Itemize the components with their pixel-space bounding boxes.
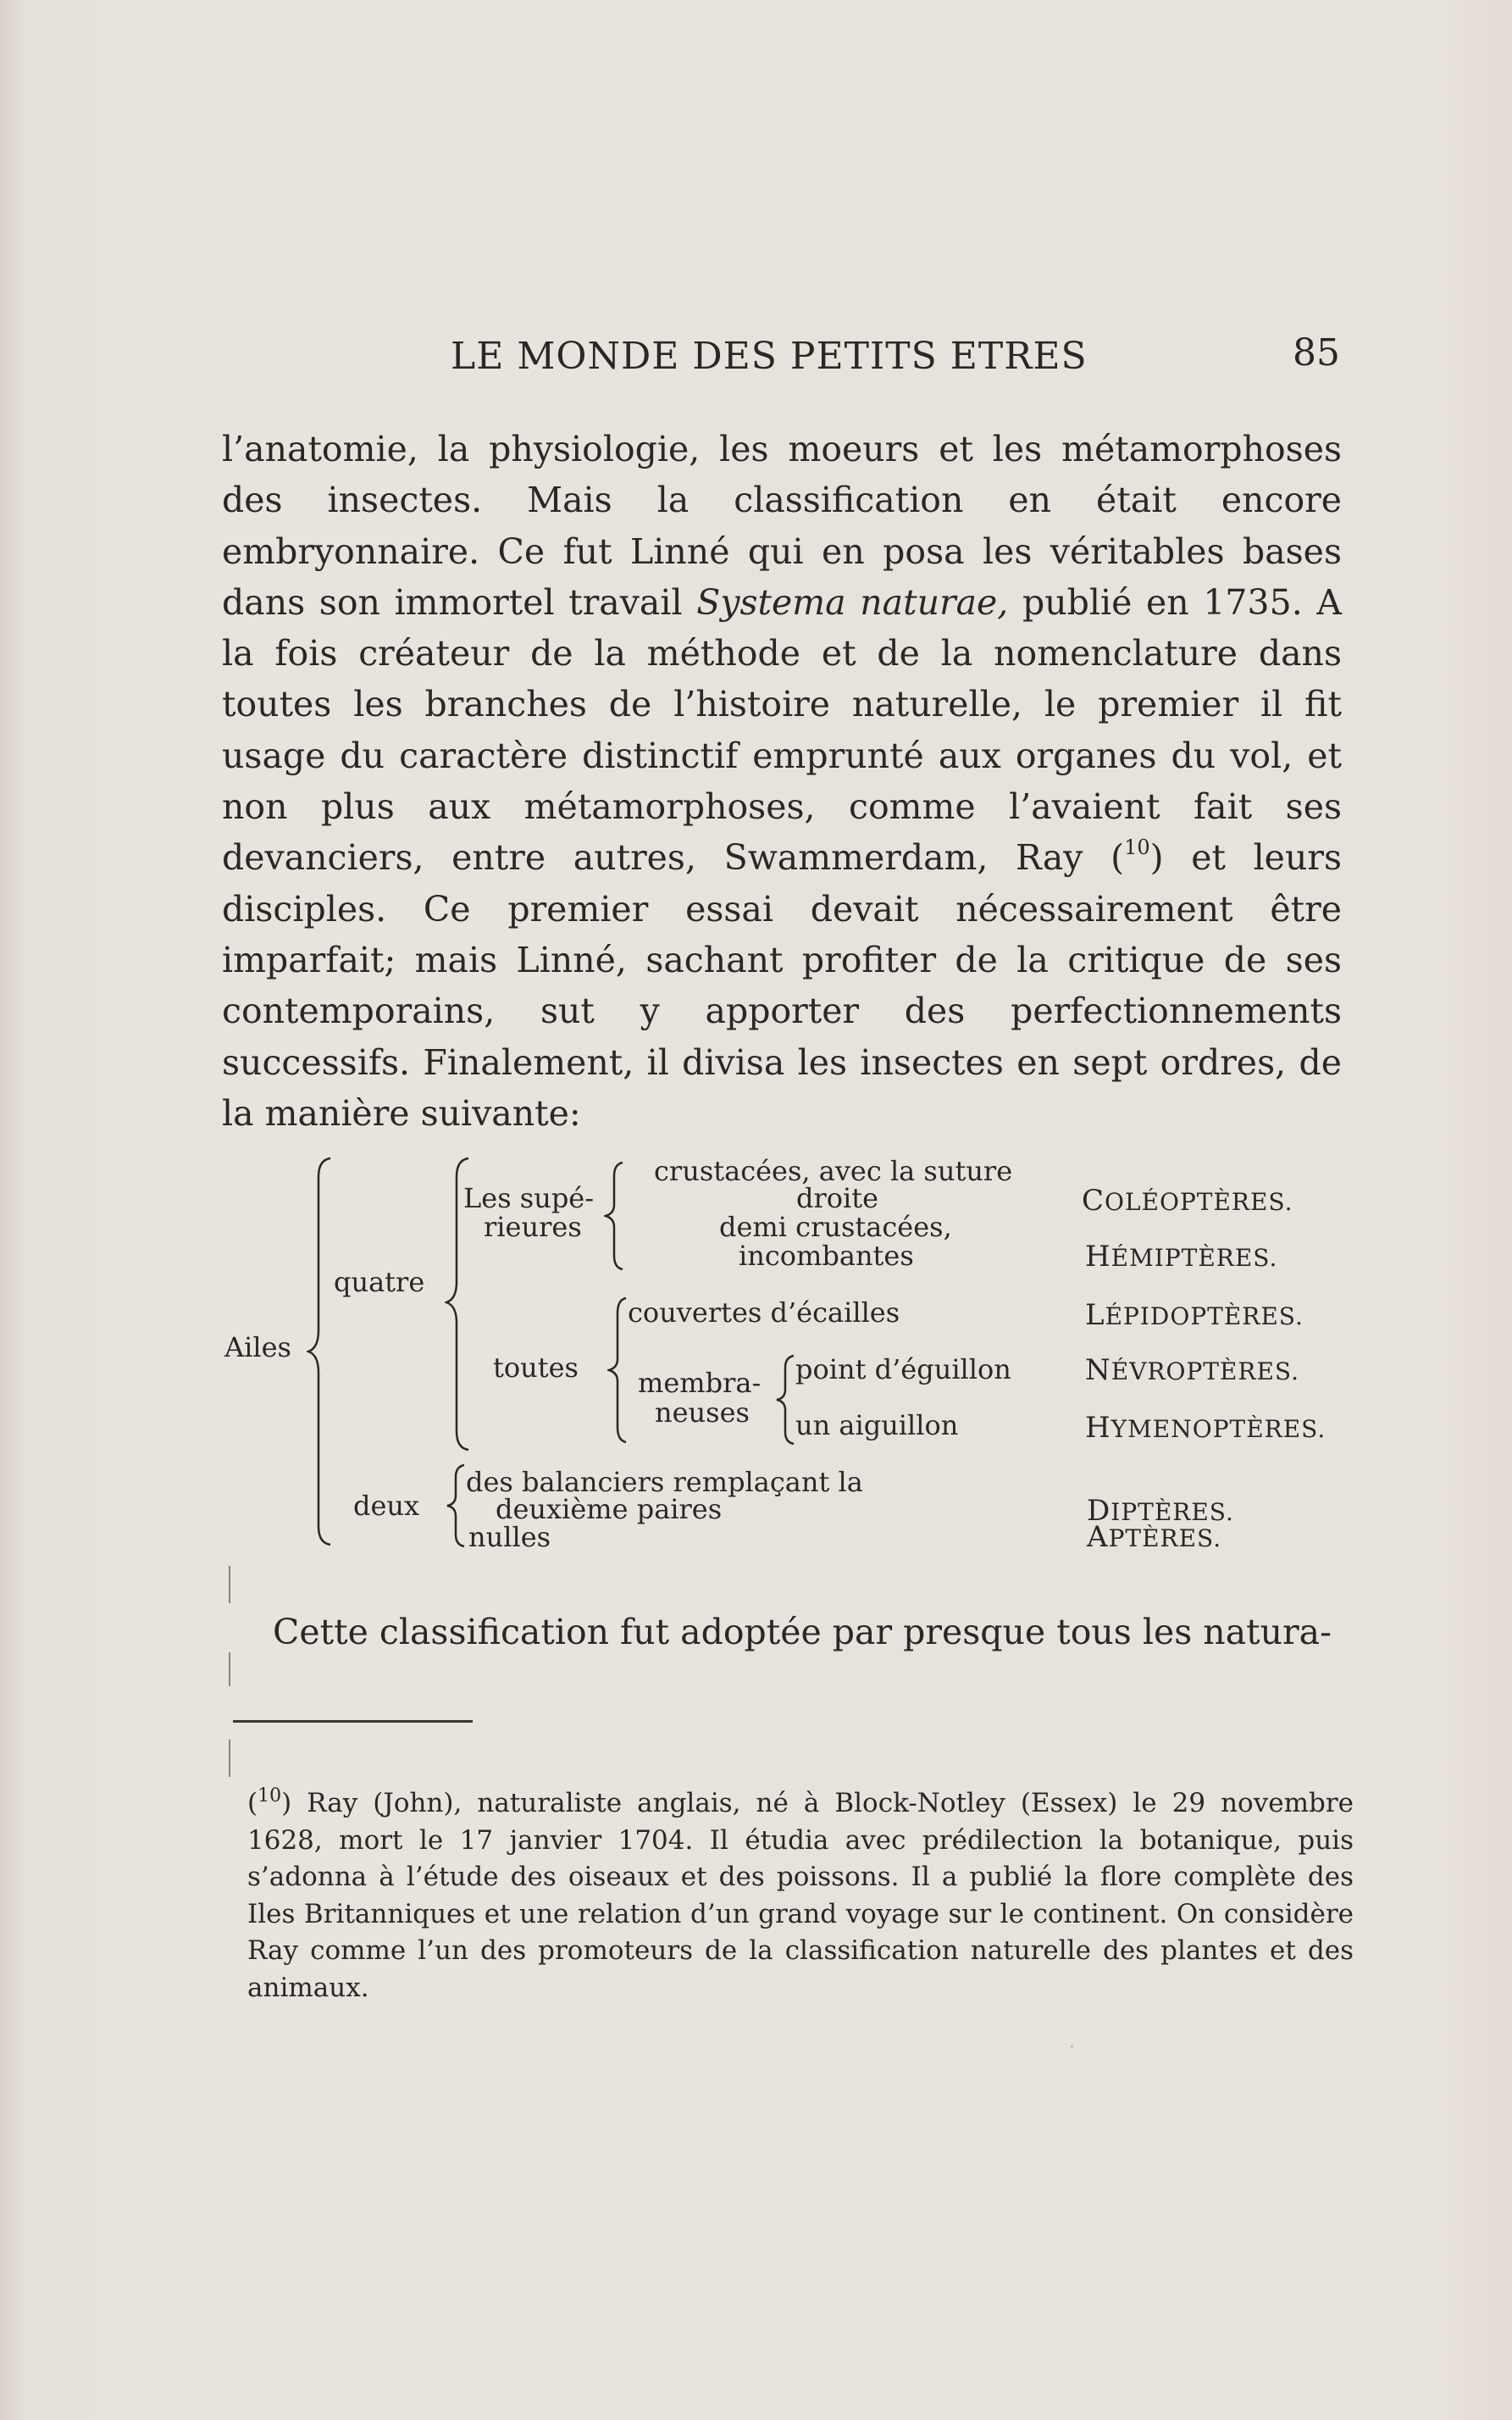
paragraph-text-end: ) et leurs disciples. Ce premier essai devait nécessairement être imparfait; mais Linné, sachant profiter de la critique de ses contemporains, sut y apporter des perfectionnements successifs. Finalement, il divisa les insectes en sept ordres, de la manière suivante: — [222, 837, 1342, 1134]
label-crustacees-1: crustacées, avec la suture — [654, 1155, 1013, 1187]
order-initial: C — [1082, 1184, 1105, 1218]
order-rest: ÉVROPTÈRES. — [1110, 1357, 1300, 1385]
footnote-reference: 10 — [1124, 835, 1150, 860]
margin-mark — [229, 1740, 230, 1777]
order-initial: H — [1085, 1240, 1111, 1274]
label-couvertes: couvertes d’écailles — [628, 1296, 900, 1329]
label-deux: deux — [353, 1490, 420, 1522]
footnote-text: ) Ray (John), naturaliste anglais, né à Block-Notley (Essex) le 29 novembre 1628, mort le 17 janvier 1704. Il étudia avec prédilection la botanique, puis s’adonna à l’étude des oiseaux et des poissons. Il a publié la flore complète des Iles Britanniques et une relation d’un grand voyage sur le continent. On considère Ray comme l’un des promoteurs de la classification naturelle des plantes et des animaux. — [247, 1788, 1354, 2003]
paragraph-text-start: l’anatomie, la physiologie, les moeurs et les métamorphoses des insectes. Mais la classification en était encore embryonnaire. Ce fut Linné qui en posa les véritables bases dans son immortel travail — [222, 429, 1342, 623]
order-rest: YMENOPTÈRES. — [1110, 1415, 1326, 1443]
brace-superieures — [604, 1161, 624, 1271]
label-superieures-1: Les supé- — [463, 1182, 595, 1214]
label-un-aiguillon: un aiguillon — [795, 1409, 959, 1441]
label-nulles: nulles — [468, 1521, 551, 1553]
label-ailes: Ailes — [224, 1331, 291, 1363]
closing-line: Cette classification fut adoptée par presque tous les natura- — [273, 1612, 1332, 1652]
order-dipteres — [1087, 1494, 1234, 1528]
label-superieures-2: rieures — [484, 1211, 582, 1243]
label-demi-2: incombantes — [739, 1240, 914, 1272]
brace-ailes — [307, 1157, 332, 1546]
footnote: ($^{10}$) Ray (John), naturaliste anglais, né à Block-Notley (Essex) le 29 novembre 1628, mort le 17 janvier 1704. Il étudia avec prédilection la botanique, puis s’adonna à l’étude des oiseaux et des poissons. Il a publié la flore complète des Iles Britanniques et une relation d’un grand voyage sur le continent. On considère Ray comme l’un des promoteurs de la classification naturelle des plantes et des animaux. — [247, 1785, 1354, 2003]
order-rest: ÉMIPTÈRES. — [1110, 1244, 1278, 1272]
label-crustacees-2: droite — [796, 1182, 879, 1214]
order-initial: D — [1087, 1494, 1111, 1528]
footnote-divider — [233, 1720, 473, 1723]
brace-toutes — [607, 1296, 628, 1444]
page-number: 85 — [1293, 331, 1340, 375]
order-initial: H — [1085, 1411, 1111, 1445]
order-initial: N — [1085, 1353, 1111, 1387]
stray-ink-mark: · — [1069, 2037, 1075, 2058]
italic-work-title: Systema naturae, — [696, 581, 1009, 623]
running-title: LE MONDE DES PETITS ETRES — [451, 335, 1088, 378]
label-membraneuses-1: membra- — [638, 1367, 762, 1399]
order-apteres — [1087, 1520, 1222, 1554]
order-rest: ÉPIDOPTÈRES. — [1105, 1302, 1304, 1330]
label-toutes: toutes — [493, 1352, 579, 1384]
brace-deux — [446, 1463, 466, 1548]
order-hymenopteres — [1085, 1411, 1326, 1445]
order-rest: IPTÈRES. — [1110, 1498, 1234, 1526]
order-coleopteres — [1082, 1184, 1293, 1218]
order-rest: PTÈRES. — [1108, 1524, 1222, 1552]
order-nevropteres — [1085, 1353, 1300, 1387]
label-quatre: quatre — [334, 1266, 425, 1298]
footnote-number: 10 — [258, 1785, 282, 1807]
order-hemipteres — [1085, 1240, 1278, 1274]
order-initial: L — [1085, 1298, 1105, 1332]
label-membraneuses-2: neuses — [655, 1396, 750, 1429]
order-rest: OLÉOPTÈRES. — [1105, 1188, 1293, 1216]
paragraph-text-middle: publié en 1735. A la fois créateur de la méthode et de la nomenclature dans toutes les branches de l’histoire naturelle, le premier il fit usage du caractère distinctif emprunté aux organes du vol, et non plus aux métamorphoses, comme l’avaient fait ses devanciers, entre autres, Swammerdam, Ray ( — [222, 581, 1342, 879]
margin-mark — [229, 1652, 230, 1686]
brace-membraneuses — [775, 1354, 795, 1446]
label-demi-1: demi crustacées, — [719, 1211, 952, 1243]
label-balanciers-1: des balanciers remplaçant la — [466, 1466, 863, 1498]
label-balanciers-2: deuxième paires — [496, 1493, 723, 1525]
order-initial: A — [1087, 1520, 1109, 1554]
margin-mark — [229, 1566, 230, 1603]
label-point-aiguillon: point d’éguillon — [795, 1353, 1011, 1385]
order-lepidopteres — [1085, 1298, 1304, 1332]
